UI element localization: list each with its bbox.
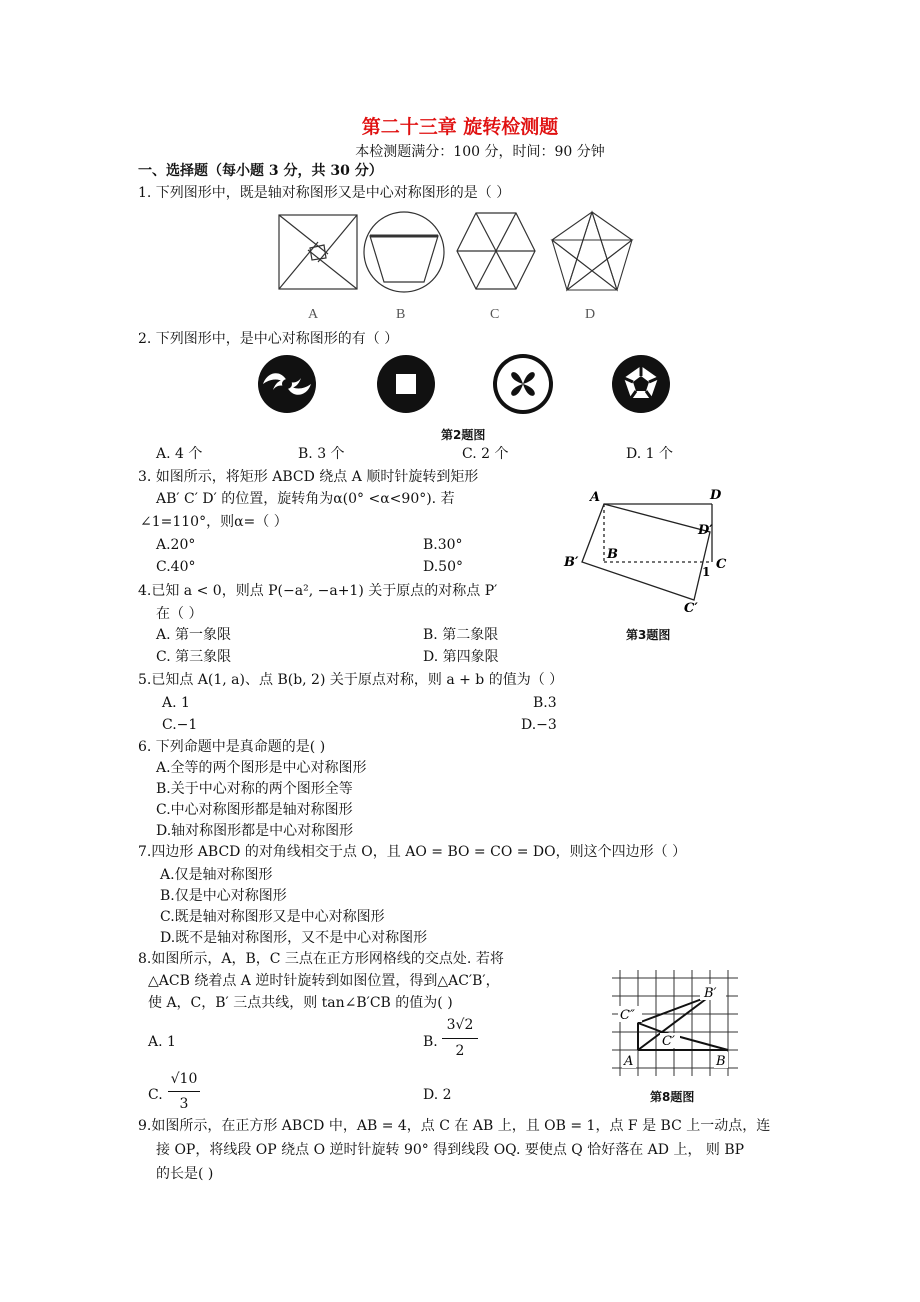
section-heading: 一、选择题（每小题 3 分，共 30 分） <box>138 163 383 179</box>
q8-opt-c-numerator: √10 <box>170 1071 198 1087</box>
q4-opt-d: D. 第四象限 <box>423 649 499 665</box>
q7-opt-a: A.仅是轴对称图形 <box>160 867 273 883</box>
q7-opt-b: B.仅是中心对称图形 <box>160 888 287 904</box>
q2-figure-yinyang <box>257 354 317 414</box>
q2-opt-b: B. 3 个 <box>298 446 345 462</box>
q8-opt-b-fraction-bar <box>442 1038 478 1039</box>
q8-opt-b-numerator: 3√2 <box>446 1017 474 1033</box>
q1-stem: 1. 下列图形中，既是轴对称图形又是中心对称图形的是（ ） <box>138 185 511 201</box>
q3-fig-label-a: A <box>590 490 601 505</box>
q9-line2: 接 OP，将线段 OP 绕点 O 逆时针旋转 90° 得到线段 OQ. 要使点 Q 恰好落在 AD 上， 则 BP <box>156 1142 745 1158</box>
q3-fig-label-b-prime: B′ <box>564 555 579 570</box>
q7-stem: 7.四边形 ABCD 的对角线相交于点 O，且 AO = BO = CO = DO，则这个四边形（ ） <box>138 844 687 860</box>
page-subtitle: 本检测题满分：100 分，时间：90 分钟 <box>355 144 605 160</box>
q6-opt-a: A.全等的两个图形是中心对称图形 <box>156 760 367 776</box>
q4-opt-c: C. 第三象限 <box>156 649 232 665</box>
q5-opt-c: C.−1 <box>162 717 198 733</box>
q8-line3: 使 A，C，B′ 三点共线，则 tan∠B′CB 的值为( ) <box>148 995 453 1011</box>
q3-line3: ∠1=110°，则α=（ ） <box>140 514 288 530</box>
q6-opt-d: D.轴对称图形都是中心对称图形 <box>156 823 354 839</box>
q1-label-b: B <box>396 307 406 322</box>
q8-opt-c-denominator: 3 <box>179 1096 189 1112</box>
q2-stem: 2. 下列图形中，是中心对称图形的有（ ） <box>138 331 399 347</box>
q8-fig-label-b: B <box>716 1054 726 1069</box>
q3-opt-c: C.40° <box>156 559 196 575</box>
q4-line2: 在（ ） <box>156 606 203 622</box>
q1-label-a: A <box>308 307 319 322</box>
page-title: 第二十三章 旋转检测题 <box>361 116 559 138</box>
q3-opt-a: A.20° <box>156 537 196 553</box>
q8-opt-b-label: B. <box>423 1034 438 1050</box>
q7-opt-c: C.既是轴对称图形又是中心对称图形 <box>160 909 385 925</box>
q2-opt-d: D. 1 个 <box>626 446 673 462</box>
q7-opt-d: D.既不是轴对称图形，又不是中心对称图形 <box>160 930 428 946</box>
q1-figure-b <box>362 210 446 294</box>
q1-label-c: C <box>490 307 500 322</box>
q8-fig-label-c-double-prime: C″ <box>620 1008 635 1023</box>
q8-opt-c-fraction-bar <box>168 1091 200 1092</box>
q9-line1: 9.如图所示，在正方形 ABCD 中，AB = 4，点 C 在 AB 上，且 OB = 1，点 F 是 BC 上一动点，连 <box>138 1118 771 1134</box>
q2-caption: 第2题图 <box>441 428 486 442</box>
q2-opt-c: C. 2 个 <box>462 446 509 462</box>
q8-opt-a: A. 1 <box>148 1034 176 1050</box>
q5-opt-d: D.−3 <box>521 717 557 733</box>
q6-opt-b: B.关于中心对称的两个图形全等 <box>156 781 353 797</box>
q4-opt-a: A. 第一象限 <box>156 627 232 643</box>
q3-fig-label-1: 1 <box>702 565 711 579</box>
q8-opt-d: D. 2 <box>423 1087 452 1103</box>
q1-label-d: D <box>585 307 596 322</box>
q3-fig-label-b: B <box>607 547 618 562</box>
q3-fig-label-c: C <box>716 557 727 572</box>
q1-figure-c <box>456 212 536 290</box>
q1-figure-d <box>550 210 634 292</box>
q3-fig-label-d-prime: D′ <box>698 523 713 538</box>
q2-figure-coin <box>376 354 436 414</box>
q4-opt-b: B. 第二象限 <box>423 627 499 643</box>
q3-figure <box>560 484 740 614</box>
q6-opt-c: C.中心对称图形都是轴对称图形 <box>156 802 353 818</box>
q3-fig-label-d: D <box>710 488 722 503</box>
q3-opt-d: D.50° <box>423 559 463 575</box>
q8-fig-label-a: A <box>624 1054 634 1069</box>
q8-opt-c-label: C. <box>148 1087 163 1103</box>
q3-caption: 第3题图 <box>626 628 671 642</box>
q2-figure-petals <box>492 353 554 415</box>
q8-line1: 8.如图所示，A，B，C 三点在正方形网格线的交点处. 若将 <box>138 951 504 967</box>
q2-figure-pentagon <box>611 354 671 414</box>
q5-opt-a: A. 1 <box>162 695 190 711</box>
q8-line2: △ACB 绕着点 A 逆时针旋转到如图位置，得到△AC′B′， <box>148 973 500 989</box>
q8-opt-b-denominator: 2 <box>455 1043 465 1059</box>
q1-figure-a <box>278 214 358 290</box>
q2-opt-a: A. 4 个 <box>156 446 203 462</box>
q5-stem: 5.已知点 A(1, a)、点 B(b, 2) 关于原点对称，则 a + b 的值为（ ） <box>138 672 564 688</box>
q6-stem: 6. 下列命题中是真命题的是( ) <box>138 739 326 755</box>
q8-fig-label-c-prime: C′ <box>662 1034 675 1049</box>
q8-fig-label-b-prime: B′ <box>704 986 717 1001</box>
q3-line2: AB′ C′ D′ 的位置，旋转角为α(0° <α<90°). 若 <box>156 491 455 507</box>
q3-fig-label-c-prime: C′ <box>684 601 698 616</box>
q3-opt-b: B.30° <box>423 537 463 553</box>
q3-line1: 3. 如图所示，将矩形 ABCD 绕点 A 顺时针旋转到矩形 <box>138 469 479 485</box>
q9-line3: 的长是( ) <box>156 1166 214 1182</box>
q5-opt-b: B.3 <box>533 695 557 711</box>
q4-line1: 4.已知 a < 0，则点 P(−a², −a+1) 关于原点的对称点 P′ <box>138 583 498 599</box>
q8-figure <box>606 966 748 1080</box>
q8-caption: 第8题图 <box>650 1090 695 1104</box>
